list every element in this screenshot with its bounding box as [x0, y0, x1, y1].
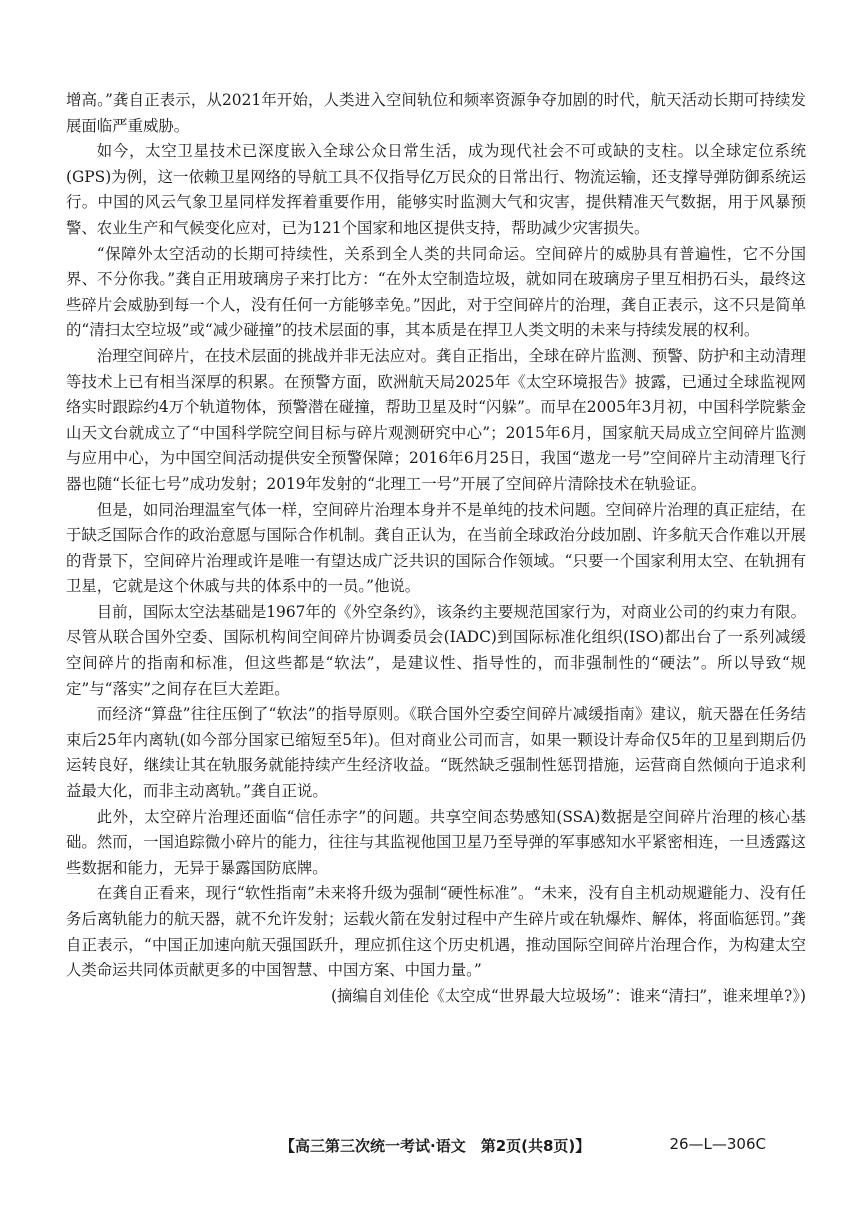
footer-exam-title: 【高三第三次统一考试·语文 第2页(共8页)】 — [280, 1137, 591, 1155]
paragraph-economics: 而经济“算盘”往往压倒了“软法”的指导原则。《联合国外空委空间碎片减缓指南》建议，航天器在任务结束后25年内离轨(如今部分国家已缩短至5年)。但对商业公司而言，如果一颗设计寿命仅5年的卫星到期后仍运转良好，继续让其在轨服务就能持续产生经济收益。“既然缺乏强制性惩罚措施，运营商自然倾向于追求利益最大化，而非主动离轨。”龚自正说。 — [66, 705, 806, 801]
paragraph-technical-challenges: 治理空间碎片，在技术层面的挑战并非无法应对。龚自正指出，全球在碎片监测、预警、防护和主动清理等技术上已有相当深厚的积累。在预警方面，欧洲航天局2025年《太空环境报告》披露，已通过全球监视网络实时跟踪约4万个轨道物体，预警潜在碰撞，帮助卫星及时“闪躲”。而早在2005年3月初，中国科学院紫金山天文台就成立了“中国科学院空间目标与碎片观测研究中心”；2015年6月，国家航天局成立空间碎片监测与应用中心，为中国空间活动提供安全预警保障；2016年6月25日，我国“遨龙一号”空间碎片主动清理飞行器也随“长征七号”成功发射；2019年发射的“北理工一号”开展了空间碎片清除技术在轨验证。 — [66, 346, 806, 493]
page-footer — [66, 1135, 806, 1161]
paragraph-satellite-tech: 如今，太空卫星技术已深度嵌入全球公众日常生活，成为现代社会不可或缺的支柱。以全球定位系统(GPS)为例，这一依赖卫星网络的导航工具不仅指导亿万民众的日常出行、物流运输，还支撑导弹防御系统运行。中国的风云气象卫星同样发挥着重要作用，能够实时监测大气和灾害，提供精准天气数据，用于风暴预警、农业生产和气候变化应对，已为121个国家和地区提供支持，帮助减少灾害损失。 — [66, 142, 806, 237]
footer-exam-code: 26—L—306C — [669, 1135, 766, 1153]
paragraph-space-law: 目前，国际太空法基础是1967年的《外空条约》，该条约主要规范国家行为，对商业公司的约束力有限。尽管从联合国外空委、国际机构间空间碎片协调委员会(IADC)到国际标准化组织(ISO)都出台了一系列减缓空间碎片的指南和标准，但这些都是“软法”，是建议性、指导性的，而非强制性的“硬法”。所以导致“规定”与“落实”之间存在巨大差距。 — [66, 602, 806, 698]
paragraph-political-will: 但是，如同治理温室气体一样，空间碎片治理本身并不是单纯的技术问题。空间碎片治理的真正症结，在于缺乏国际合作的政治意愿与国际合作机制。龚自正认为，在当前全球政治分歧加剧、许多航天合作难以开展的背景下，空间碎片治理或许是唯一有望达成广泛共识的国际合作领域。“只要一个国家利用太空、在轨拥有卫星，它就是这个休戚与共的体系中的一员。”他说。 — [66, 500, 806, 596]
paragraph-future-standards: 在龚自正看来，现行“软性指南”未来将升级为强制“硬性标准”。“未来，没有自主机动规避能力、没有任务后离轨能力的航天器，就不允许发射；运载火箭在发射过程中产生碎片或在轨爆炸、解体，将面临惩罚。”龚自正表示，“中国正加速向航天强国跃升，理应抓住这个历史机遇，推动国际空间碎片治理合作，为构建太空人类命运共同体贡献更多的中国智慧、中国方案、中国力量。” — [66, 884, 806, 980]
source-citation: (摘编自刘佳伦《太空成“世界最大垃圾场”：谁来“清扫”，谁来埋单?》) — [331, 986, 806, 1005]
paragraph-continuation: 增高。”龚自正表示，从2021年开始，人类进入空间轨位和频率资源争夺加剧的时代，航天活动长期可持续发展面临严重威胁。 — [66, 91, 806, 135]
paragraph-shared-destiny: “保障外太空活动的长期可持续性，关系到全人类的共同命运。空间碎片的威胁具有普遍性，它不分国界、不分你我。”龚自正用玻璃房子来打比方：“在外太空制造垃圾，就如同在玻璃房子里互相扔石头，最终这些碎片会威胁到每一个人，没有任何一方能够幸免。”因此，对于空间碎片的治理，龚自正表示，这不只是简单的“清扫太空垃圾”或“减少碰撞”的技术层面的事，其本质是在捍卫人类文明的未来与持续发展的权利。 — [66, 244, 806, 340]
paragraph-trust-deficit: 此外，太空碎片治理还面临“信任赤字”的问题。共享空间态势感知(SSA)数据是空间碎片治理的核心基础。然而，一国追踪微小碎片的能力，往往与其监视他国卫星乃至导弹的军事感知水平紧密相连，一旦透露这些数据和能力，无异于暴露国防底牌。 — [66, 807, 806, 877]
article-body — [66, 88, 806, 1009]
